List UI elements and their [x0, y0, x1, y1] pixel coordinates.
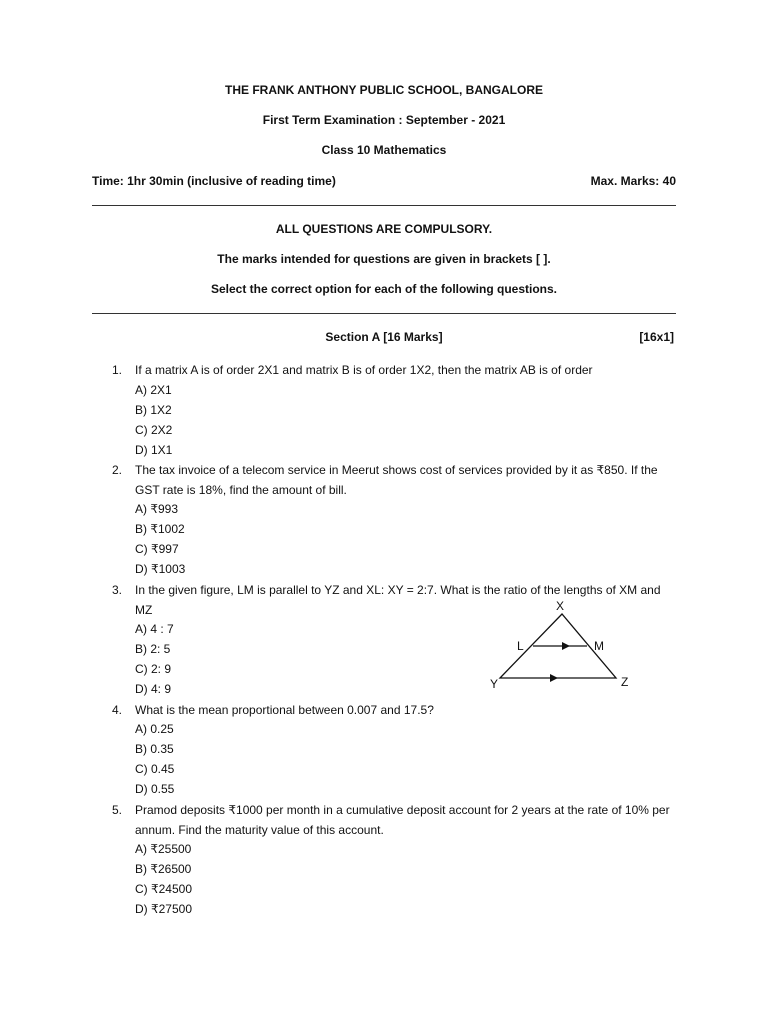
max-marks: Max. Marks: 40 [590, 174, 676, 188]
question-number: 5. [112, 803, 123, 817]
question-number: 3. [112, 583, 123, 597]
label-x: X [556, 599, 565, 613]
question-text: The tax invoice of a telecom service in Meerut shows cost of services provided by it as ₹850. If the GST rate is 18%, find the amount of bill. [135, 463, 658, 497]
option-d: D) 1X1 [135, 443, 173, 457]
divider-bottom [92, 313, 676, 314]
question-text: What is the mean proportional between 0.007 and 17.5? [135, 703, 434, 717]
question-number: 2. [112, 463, 123, 477]
option-b: B) 1X2 [135, 403, 172, 417]
divider-top [92, 205, 676, 206]
option-d: D) ₹27500 [135, 902, 192, 916]
option-d: D) 4: 9 [135, 682, 172, 696]
class-subject: Class 10 Mathematics [321, 143, 447, 157]
option-c: C) 0.45 [135, 762, 175, 776]
exam-title: First Term Examination : September - 2021 [262, 113, 506, 127]
question-number: 1. [112, 363, 123, 377]
option-d: D) 0.55 [135, 782, 175, 796]
question-text: If a matrix A is of order 2X1 and matrix B is of order 1X2, then the matrix AB is of order [135, 363, 593, 377]
triangle-figure [480, 596, 650, 696]
option-a: A) 0.25 [135, 722, 174, 736]
instruction-brackets: The marks intended for questions are given in brackets [ ]. [217, 252, 551, 266]
arrow-yz-icon [550, 674, 558, 682]
arrow-lm-icon [562, 642, 570, 650]
option-d: D) ₹1003 [135, 562, 186, 576]
label-m: M [594, 639, 604, 653]
option-b: B) 0.35 [135, 742, 174, 756]
option-a: A) 2X1 [135, 383, 172, 397]
option-c: C) ₹24500 [135, 882, 192, 896]
exam-time: Time: 1hr 30min (inclusive of reading time) [92, 174, 336, 188]
option-b: B) ₹1002 [135, 522, 185, 536]
option-b: B) 2: 5 [135, 642, 171, 656]
option-c: C) ₹997 [135, 542, 179, 556]
option-b: B) ₹26500 [135, 862, 192, 876]
instruction-compulsory: ALL QUESTIONS ARE COMPULSORY. [275, 222, 493, 236]
school-name: THE FRANK ANTHONY PUBLIC SCHOOL, BANGALORE [225, 83, 543, 97]
section-title: Section A [16 Marks] [325, 330, 443, 344]
option-c: C) 2: 9 [135, 662, 172, 676]
label-l: L [517, 639, 524, 653]
label-y: Y [490, 677, 499, 691]
section-marks: [16x1] [639, 330, 674, 344]
option-a: A) ₹25500 [135, 842, 192, 856]
instruction-select: Select the correct option for each of the following questions. [210, 282, 558, 296]
option-a: A) ₹993 [135, 502, 178, 516]
option-a: A) 4 : 7 [135, 622, 174, 636]
label-z: Z [621, 675, 629, 689]
question-text: In the given figure, LM is parallel to YZ and XL: XY = 2:7. What is the ratio of the lengths of XM and MZ [135, 583, 661, 617]
option-c: C) 2X2 [135, 423, 173, 437]
question-number: 4. [112, 703, 123, 717]
question-text: Pramod deposits ₹1000 per month in a cumulative deposit account for 2 years at the rate of 10% per annum. Find the maturity value of this account. [135, 803, 670, 837]
